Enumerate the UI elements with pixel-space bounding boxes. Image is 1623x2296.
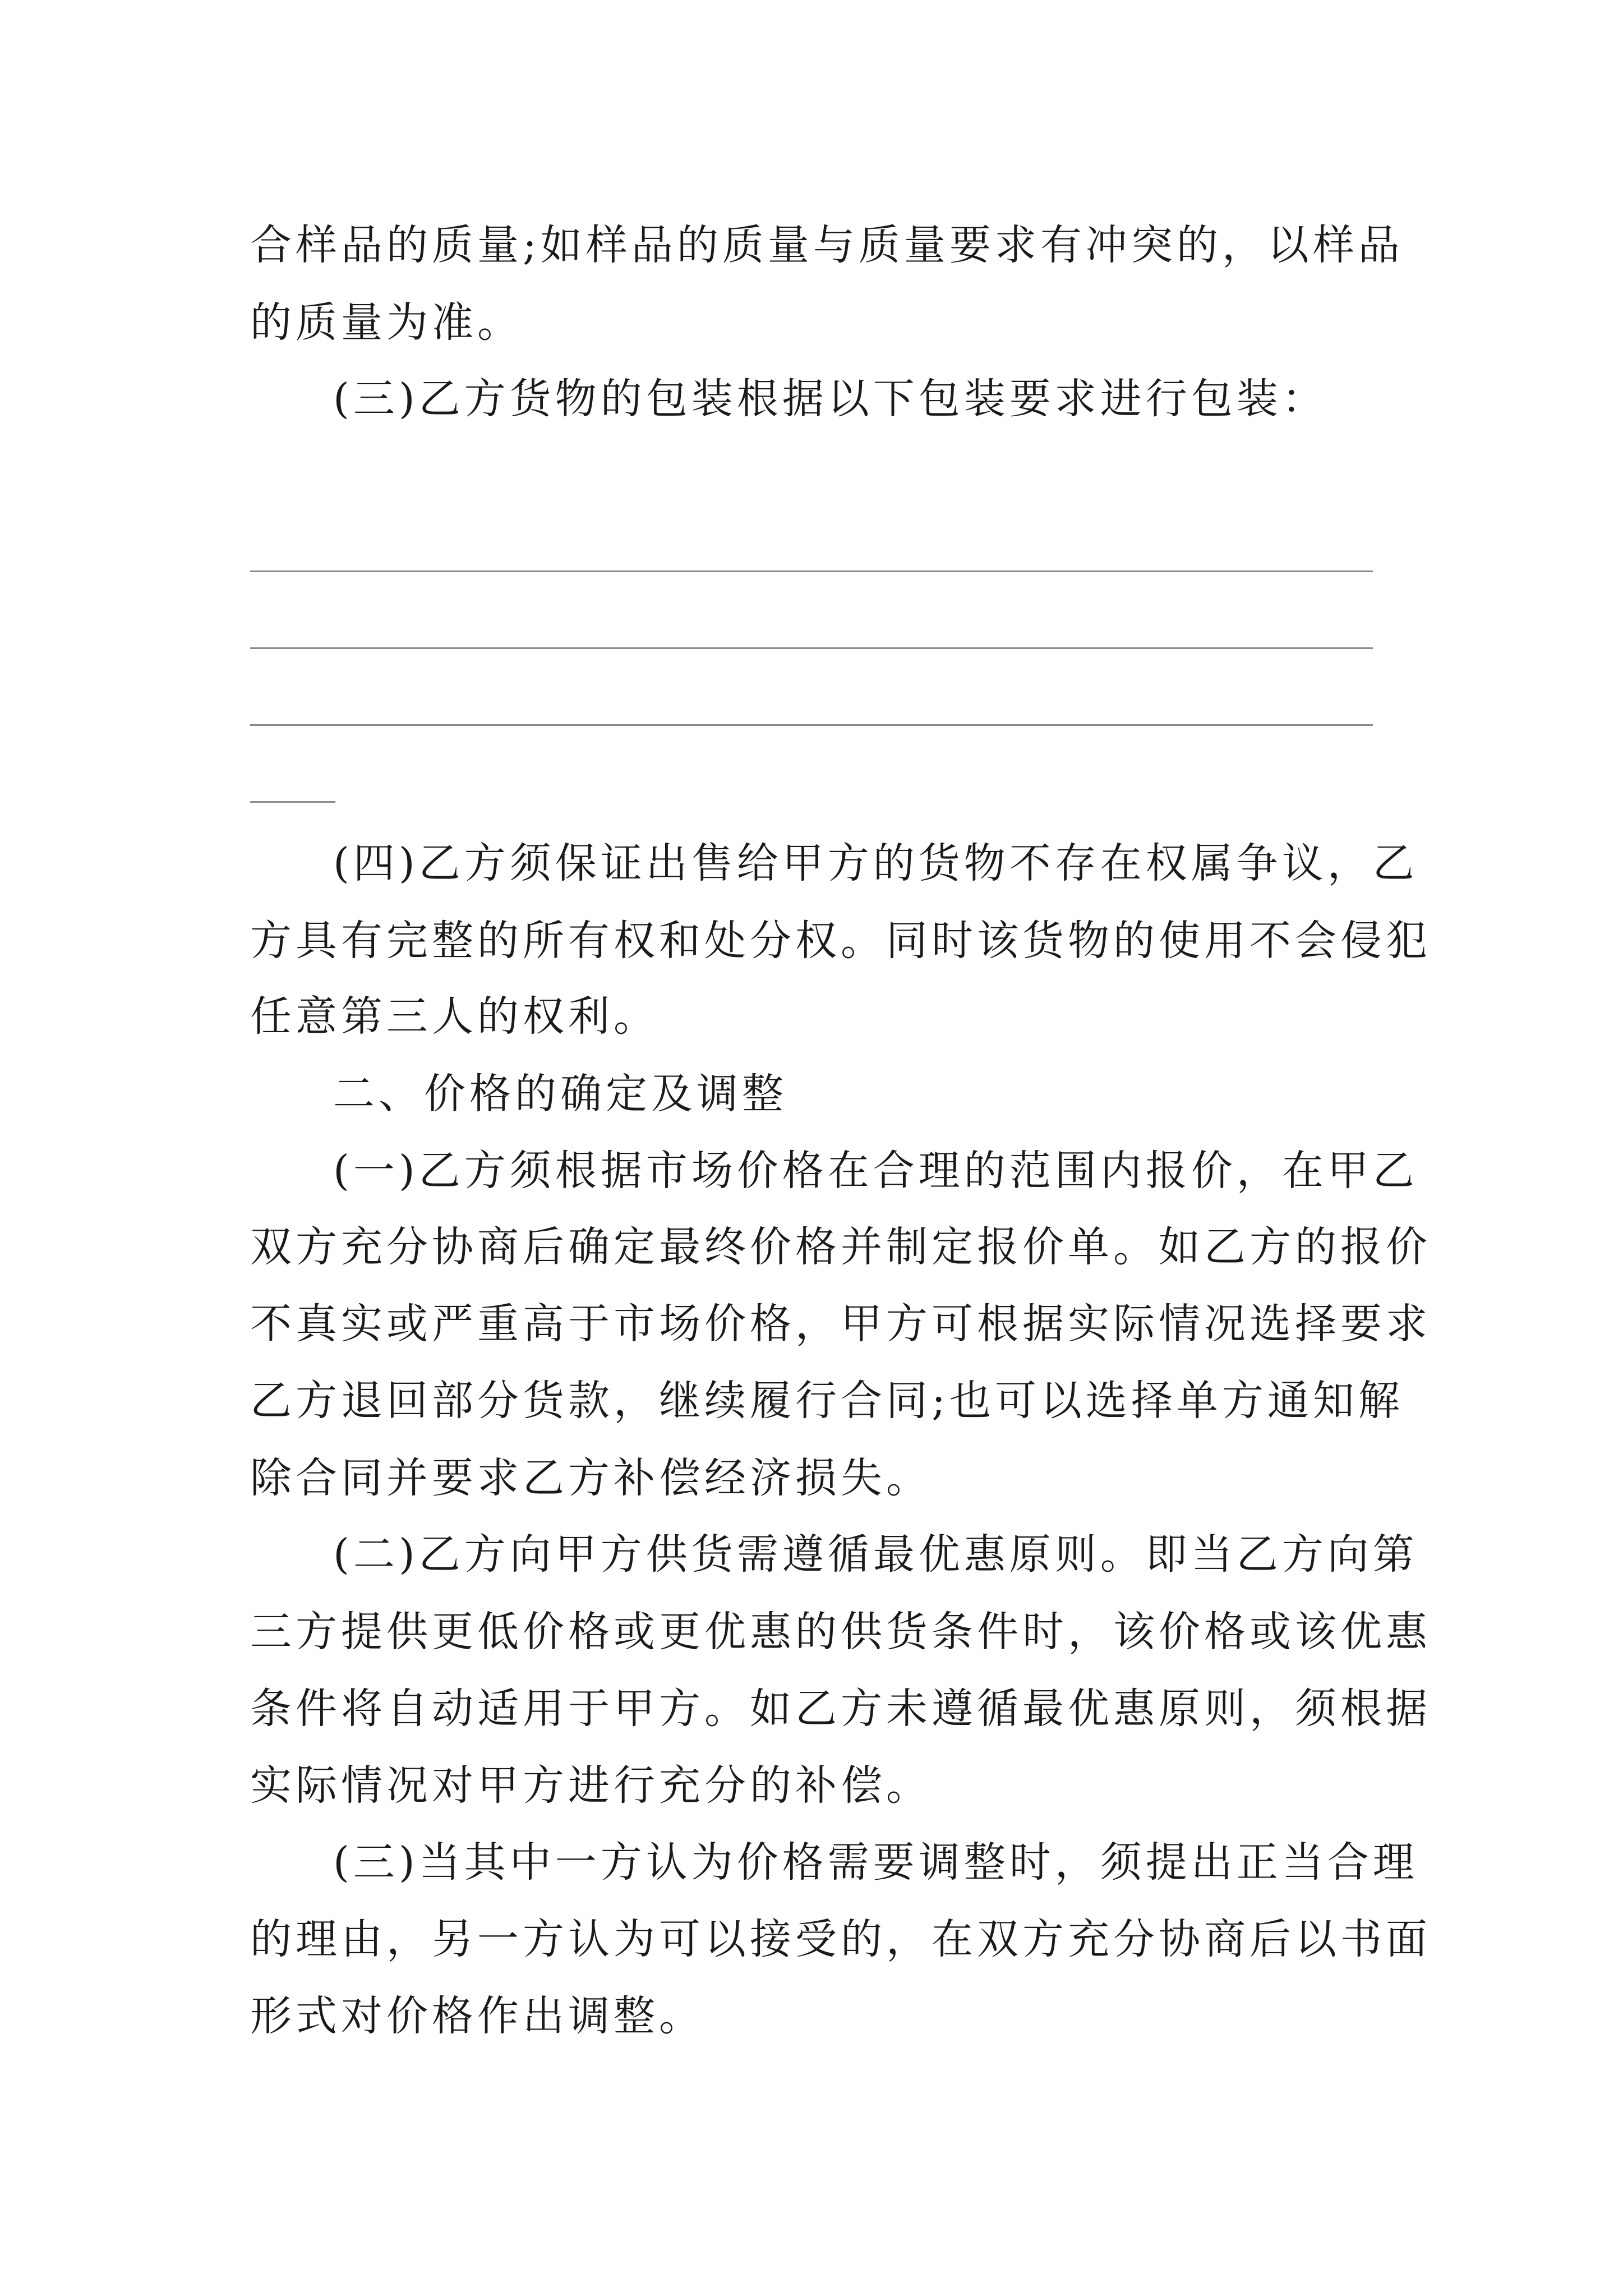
paragraph-line: (二)乙方向甲方供货需遵循最优惠原则。即当乙方向第 (333, 1530, 1418, 1579)
paragraph-line: 方具有完整的所有权和处分权。同时该货物的使用不会侵犯 (250, 917, 1431, 965)
paragraph-line: 乙方退回部分货款，继续履行合同;也可以选择单方通知解 (250, 1377, 1404, 1425)
fill-in-blank-line (250, 801, 335, 803)
paragraph-line: 除合同并要求乙方补偿经济损失。 (250, 1454, 932, 1502)
paragraph-line: 不真实或严重高于市场价格，甲方可根据实际情况选择要求 (250, 1300, 1431, 1348)
fill-in-blank-line (250, 570, 1373, 572)
paragraph-line: 合样品的质量;如样品的质量与质量要求有冲突的，以样品 (250, 221, 1404, 269)
paragraph-line: 实际情况对甲方进行充分的补偿。 (250, 1761, 932, 1810)
paragraph-line: 的质量为准。 (250, 298, 523, 347)
paragraph-line: 的理由，另一方认为可以接受的，在双方充分协商后以书面 (250, 1915, 1431, 1963)
fill-in-blank-line (250, 724, 1373, 726)
fill-in-blank-line (250, 647, 1373, 649)
paragraph-line: (三)当其中一方认为价格需要调整时，须提出正当合理 (333, 1838, 1418, 1887)
paragraph-line: 任意第三人的权利。 (250, 992, 659, 1041)
paragraph-line: 形式对价格作出调整。 (250, 1992, 704, 2040)
packaging-clause-heading: (三)乙方货物的包装根据以下包装要求进行包装： (333, 375, 1327, 423)
paragraph-line: 三方提供更低价格或更优惠的供货条件时，该价格或该优惠 (250, 1608, 1431, 1656)
paragraph-line: 双方充分协商后确定最终价格并制定报价单。如乙方的报价 (250, 1223, 1431, 1271)
paragraph-line: (一)乙方须根据市场价格在合理的范围内报价，在甲乙 (333, 1147, 1418, 1195)
paragraph-line: (四)乙方须保证出售给甲方的货物不存在权属争议，乙 (333, 839, 1418, 887)
paragraph-line: 条件将自动适用于甲方。如乙方未遵循最优惠原则，须根据 (250, 1685, 1431, 1733)
section-heading: 二、价格的确定及调整 (333, 1070, 787, 1118)
